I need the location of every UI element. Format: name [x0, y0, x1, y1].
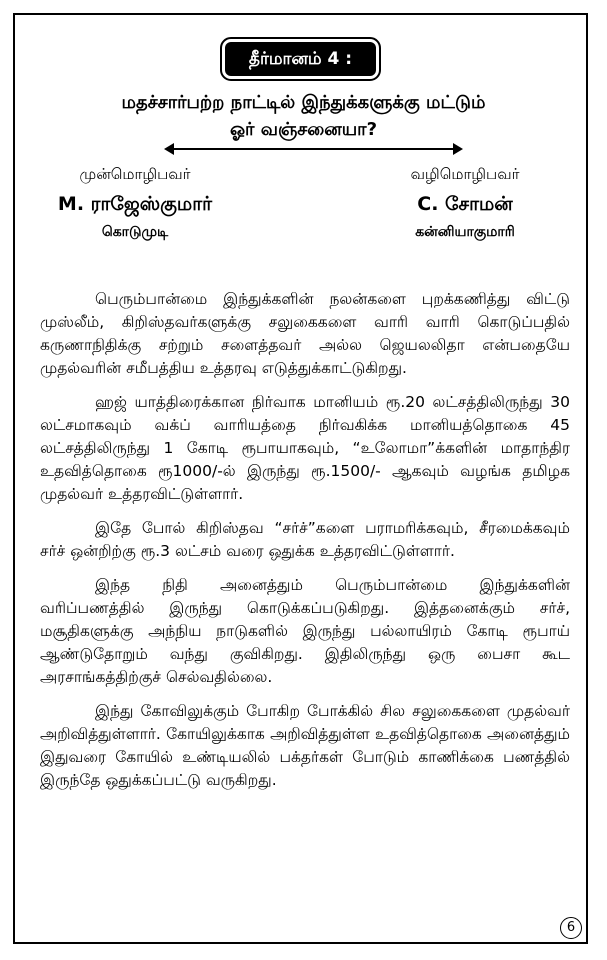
proposer-role: முன்மொழிபவர் [79, 165, 191, 183]
arrow-right-icon [453, 143, 463, 155]
seconder-role: வழிமொழிபவர் [410, 165, 520, 183]
paragraph-2: ஹஜ் யாத்திரைக்கான நிர்வாக மானியம் ரூ.20 லட்சத்திலிருந்து 30 லட்சமாகவும் வக்ப் வாரியத்தை நிர்வகிக்க மானியத்தொகை 45 லட்சத்திலிருந்து 1 கோடி ரூபாயாகவும், “உலோமா”க்களின் மாதாந்திர உதவித்தொகை ரூ1000/-ல் இருந்து ரூ.1500/- ஆகவும் வழங்க தமிழக முதல்வர் உத்தரவிட்டுள்ளார். [40, 393, 570, 503]
proposer-place: கொடுமுடி [101, 224, 169, 240]
headline-line-1: மதச்சார்பற்ற நாட்டில் இந்துக்களுக்கு மட்டும் [121, 92, 486, 113]
proposer-name: M. ராஜேஸ்குமார் [57, 193, 213, 215]
paragraph-3: இதே போல் கிறிஸ்தவ “சர்ச்”களை பராமரிக்கவும், சீரமைக்கவும் சர்ச் ஒன்றிற்கு ரூ.3 லட்சம் வரை ஒதுக்க உத்தரவிட்டுள்ளார். [40, 519, 570, 560]
paragraph-1: பெரும்பான்மை இந்துக்களின் நலன்களை புறக்கணித்து விட்டு முஸ்லீம், கிறிஸ்தவர்களுக்கு சலுகைகளை வாரி வாரி கொடுப்பதில் கருணாநிதிக்கு சற்றும் சளைத்தவர் அல்ல ஜெயலலிதா என்பதையே முதல்வரின் சமீபத்திய உத்தரவு எடுத்துக்காட்டுகிறது. [40, 290, 570, 377]
arrow-left-icon [164, 143, 174, 155]
seconder-name: C. சோமன் [417, 193, 513, 215]
resolution-title-badge: தீர்மானம் 4 : [225, 42, 376, 76]
paragraph-5: இந்து கோவிலுக்கும் போகிற போக்கில் சில சலுகைகளை முதல்வர் அறிவித்துள்ளார். கோயிலுக்காக அறிவித்துள்ள உதவித்தொகை அனைத்தும் இதுவரை கோயில் உண்டியலில் பக்தர்கள் போடும் காணிக்கை பணத்தில் இருந்தே ஒதுக்கப்பட்டு வருகிறது. [40, 702, 570, 789]
seconder-place: கன்னியாகுமாரி [415, 224, 515, 240]
double-arrow-divider [172, 148, 455, 150]
paragraph-4: இந்த நிதி அனைத்தும் பெரும்பான்மை இந்துக்களின் வரிப்பணத்தில் இருந்து கொடுக்கப்படுகிறது. இத்தனைக்கும் சர்ச், மசூதிகளுக்கு அந்நிய நாடுகளில் இருந்து பல்லாயிரம் கோடி ரூபாய் ஆண்டுதோறும் வந்து குவிகிறது. இதிலிருந்து ஒரு பைசா கூட அரசாங்கத்திற்குச் செல்வதில்லை. [40, 576, 570, 686]
article-body [40, 288, 570, 803]
headline-line-2: ஓர் வஞ்சனையா? [229, 119, 378, 140]
page-number: 6 [560, 917, 582, 939]
